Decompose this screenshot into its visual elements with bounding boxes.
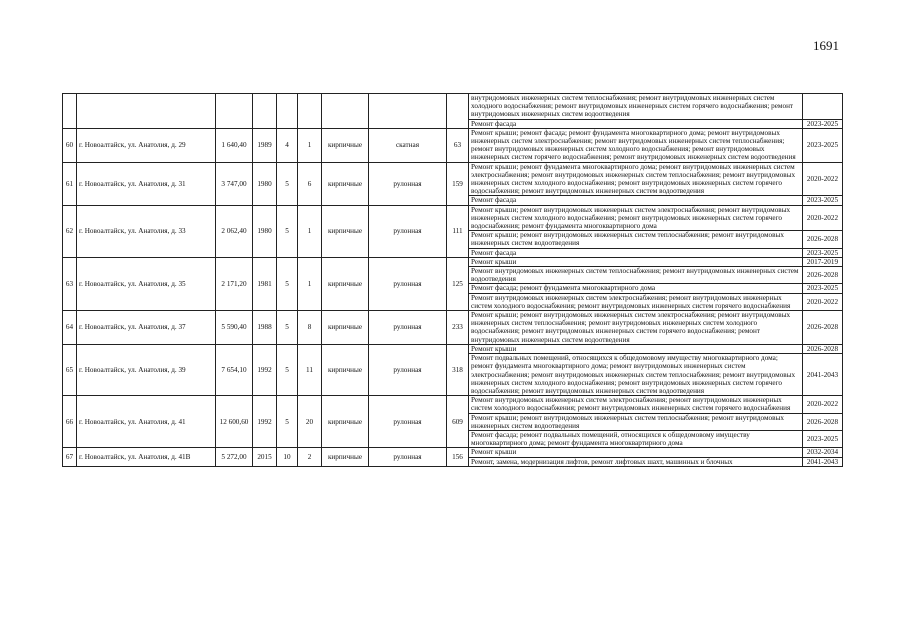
work-type-cell: Ремонт внутридомовых инженерных систем электроснабжения; ремонт внутридомовых инженерных систем холодного водоснабжения; ремонт внутридомовых инженерных систем горячего водоснабжения [469, 396, 803, 413]
floors-cell: 5 [277, 257, 298, 310]
work-type-cell: Ремонт внутридомовых инженерных систем электроснабжения; ремонт внутридомовых инженерных систем холодного водоснабжения; ремонт внутридомовых инженерных систем горячего водоснабжения [469, 293, 803, 310]
wall-material-cell: кирпичные [322, 128, 369, 162]
floors-cell: 5 [277, 396, 298, 448]
year-built-cell: 1989 [253, 128, 277, 162]
work-type-cell: Ремонт крыши [469, 257, 803, 266]
address-cell: г. Новоалтайск, ул. Анатолия, д. 39 [77, 344, 216, 395]
table-row [63, 205, 843, 231]
row-number-cell: 66 [63, 396, 77, 448]
floors-cell: 4 [277, 128, 298, 162]
period-cell: 2023-2025 [803, 430, 843, 447]
work-type-cell: Ремонт фасада; ремонт фундамента многоквартирного дома [469, 284, 803, 293]
year-built-cell: 2015 [253, 448, 277, 466]
period-cell: 2026-2028 [803, 344, 843, 353]
entrances-cell [298, 94, 322, 129]
roof-type-cell: рулонная [369, 311, 447, 345]
roof-type-cell: рулонная [369, 448, 447, 466]
period-cell: 2020-2022 [803, 293, 843, 310]
year-built-cell: 1988 [253, 311, 277, 345]
work-type-cell: Ремонт крыши; ремонт фундамента многоквартирного дома; ремонт внутридомовых инженерных систем электроснабжения; ремонт внутридомовых инженерных систем теплоснабжения; ремонт внутридомовых инженерных систем холодного водоснабжения; ремонт внутридомовых инженерных систем горячего водоснабжения; ремонт внутридомовых инженерных систем водоотведения [469, 162, 803, 196]
residents-cell: 609 [447, 396, 469, 448]
residents-cell [447, 94, 469, 129]
row-number-cell: 64 [63, 311, 77, 345]
row-number-cell: 61 [63, 162, 77, 205]
entrances-cell: 20 [298, 396, 322, 448]
area-cell [216, 94, 253, 129]
entrances-cell: 2 [298, 448, 322, 466]
period-cell: 2023-2025 [803, 284, 843, 293]
area-cell: 5 272,00 [216, 448, 253, 466]
work-type-cell: Ремонт подвальных помещений, относящихся к общедомовому имуществу многоквартирного дома; ремонт фундамента многоквартирного дома; ремонт внутридомовых инженерных систем электроснабжения; ремонт внутридомовых инженерных систем теплоснабжения; ремонт внутридомовых инженерных систем холодного водоснабжения; ремонт внутридомовых инженерных систем горячего водоснабжения; ремонт внутридомовых инженерных систем водоотведения [469, 354, 803, 396]
floors-cell: 5 [277, 162, 298, 205]
work-type-cell: Ремонт крыши; ремонт фасада; ремонт фундамента многоквартирного дома; ремонт внутридомовых инженерных систем электроснабжения; ремонт внутридомовых инженерных систем теплоснабжения; ремонт внутридомовых инженерных систем холодного водоснабжения; ремонт внутридомовых инженерных систем горячего водоснабжения; ремонт внутридомовых инженерных систем водоотведения [469, 128, 803, 162]
row-number-cell [63, 94, 77, 129]
wall-material-cell: кирпичные [322, 396, 369, 448]
period-cell: 2032-2034 [803, 448, 843, 457]
period-cell: 2023-2025 [803, 119, 843, 128]
work-type-cell: Ремонт внутридомовых инженерных систем теплоснабжения; ремонт внутридомовых инженерных систем водоотведения [469, 267, 803, 284]
work-type-cell: Ремонт крыши [469, 344, 803, 353]
roof-type-cell: рулонная [369, 162, 447, 205]
period-cell: 2020-2022 [803, 396, 843, 413]
area-cell: 12 600,60 [216, 396, 253, 448]
floors-cell: 10 [277, 448, 298, 466]
year-built-cell: 1980 [253, 205, 277, 257]
table-row [63, 257, 843, 266]
entrances-cell: 6 [298, 162, 322, 205]
table-row [63, 344, 843, 353]
roof-type-cell [369, 94, 447, 129]
row-number-cell: 62 [63, 205, 77, 257]
work-type-cell: Ремонт крыши; ремонт внутридомовых инженерных систем теплоснабжения; ремонт внутридомовых инженерных систем водоотведения [469, 413, 803, 430]
work-type-cell: Ремонт, замена, модернизация лифтов, ремонт лифтовых шахт, машинных и блочных [469, 457, 803, 466]
work-type-cell: Ремонт крыши; ремонт внутридомовых инженерных систем теплоснабжения; ремонт внутридомовых инженерных систем водоотведения [469, 231, 803, 248]
floors-cell: 5 [277, 344, 298, 395]
residents-cell: 233 [447, 311, 469, 345]
table-row [63, 311, 843, 345]
residents-cell: 318 [447, 344, 469, 395]
roof-type-cell: рулонная [369, 396, 447, 448]
area-cell: 7 654,10 [216, 344, 253, 395]
table-row [63, 448, 843, 457]
row-number-cell: 65 [63, 344, 77, 395]
table-body [63, 94, 843, 467]
year-built-cell: 1981 [253, 257, 277, 310]
row-number-cell: 63 [63, 257, 77, 310]
entrances-cell: 11 [298, 344, 322, 395]
entrances-cell: 1 [298, 128, 322, 162]
year-built-cell: 1992 [253, 344, 277, 395]
address-cell: г. Новоалтайск, ул. Анатолия, д. 41 [77, 396, 216, 448]
period-cell: 2026-2028 [803, 231, 843, 248]
area-cell: 2 171,20 [216, 257, 253, 310]
wall-material-cell: кирпичные [322, 448, 369, 466]
roof-type-cell: рулонная [369, 205, 447, 257]
table-row [63, 396, 843, 413]
residents-cell: 63 [447, 128, 469, 162]
table-row [63, 128, 843, 162]
area-cell: 2 062,40 [216, 205, 253, 257]
address-cell: г. Новоалтайск, ул. Анатолия, д. 29 [77, 128, 216, 162]
work-type-cell: Ремонт фасада; ремонт подвальных помещений, относящихся к общедомовому имуществу многоквартирного дома; ремонт фундамента многоквартирного дома [469, 430, 803, 447]
period-cell: 2026-2028 [803, 311, 843, 345]
period-cell: 2020-2022 [803, 162, 843, 196]
work-type-cell: Ремонт фасада [469, 196, 803, 205]
year-built-cell: 1980 [253, 162, 277, 205]
row-number-cell: 67 [63, 448, 77, 466]
period-cell: 2017-2019 [803, 257, 843, 266]
address-cell: г. Новоалтайск, ул. Анатолия, д. 37 [77, 311, 216, 345]
residents-cell: 125 [447, 257, 469, 310]
roof-type-cell: рулонная [369, 344, 447, 395]
residents-cell: 111 [447, 205, 469, 257]
work-type-cell: Ремонт крыши [469, 448, 803, 457]
wall-material-cell: кирпичные [322, 257, 369, 310]
row-number-cell: 60 [63, 128, 77, 162]
period-cell: 2026-2028 [803, 413, 843, 430]
roof-type-cell: рулонная [369, 257, 447, 310]
area-cell: 1 640,40 [216, 128, 253, 162]
address-cell: г. Новоалтайск, ул. Анатолия, д. 35 [77, 257, 216, 310]
address-cell: г. Новоалтайск, ул. Анатолия, д. 31 [77, 162, 216, 205]
table-row [63, 94, 843, 120]
address-cell: г. Новоалтайск, ул. Анатолия, д. 33 [77, 205, 216, 257]
address-cell: г. Новоалтайск, ул. Анатолия, д. 41В [77, 448, 216, 466]
year-built-cell: 1992 [253, 396, 277, 448]
year-built-cell [253, 94, 277, 129]
page-number: 1691 [813, 38, 839, 53]
wall-material-cell: кирпичные [322, 162, 369, 205]
address-cell [77, 94, 216, 129]
entrances-cell: 1 [298, 205, 322, 257]
period-cell [803, 94, 843, 120]
period-cell: 2041-2043 [803, 457, 843, 466]
period-cell: 2041-2043 [803, 354, 843, 396]
period-cell: 2023-2025 [803, 128, 843, 162]
wall-material-cell: кирпичные [322, 311, 369, 345]
wall-material-cell: кирпичные [322, 205, 369, 257]
capital-repair-table [62, 93, 843, 467]
area-cell: 5 590,40 [216, 311, 253, 345]
period-cell: 2023-2025 [803, 248, 843, 257]
table-row [63, 162, 843, 196]
period-cell: 2020-2022 [803, 205, 843, 231]
floors-cell: 5 [277, 205, 298, 257]
work-type-cell: Ремонт фасада [469, 248, 803, 257]
period-cell: 2023-2025 [803, 196, 843, 205]
residents-cell: 159 [447, 162, 469, 205]
work-type-cell: Ремонт крыши; ремонт внутридомовых инженерных систем электроснабжения; ремонт внутридомовых инженерных систем холодного водоснабжения; ремонт внутридомовых инженерных систем горячего водоснабжения; ремонт фундамента многоквартирного дома [469, 205, 803, 231]
roof-type-cell: скатная [369, 128, 447, 162]
residents-cell: 156 [447, 448, 469, 466]
work-type-cell: внутридомовых инженерных систем теплоснабжения; ремонт внутридомовых инженерных систем холодного водоснабжения; ремонт внутридомовых инженерных систем горячего водоснабжения; ремонт внутридомовых инженерных систем водоотведения [469, 94, 803, 120]
work-type-cell: Ремонт фасада [469, 119, 803, 128]
wall-material-cell: кирпичные [322, 344, 369, 395]
wall-material-cell [322, 94, 369, 129]
work-type-cell: Ремонт крыши; ремонт внутридомовых инженерных систем электроснабжения; ремонт внутридомовых инженерных систем теплоснабжения; ремонт внутридомовых инженерных систем холодного водоснабжения; ремонт внутридомовых инженерных систем горячего водоснабжения; ремонт внутридомовых инженерных систем водоотведения [469, 311, 803, 345]
floors-cell: 5 [277, 311, 298, 345]
entrances-cell: 1 [298, 257, 322, 310]
floors-cell [277, 94, 298, 129]
period-cell: 2026-2028 [803, 267, 843, 284]
area-cell: 3 747,00 [216, 162, 253, 205]
entrances-cell: 8 [298, 311, 322, 345]
